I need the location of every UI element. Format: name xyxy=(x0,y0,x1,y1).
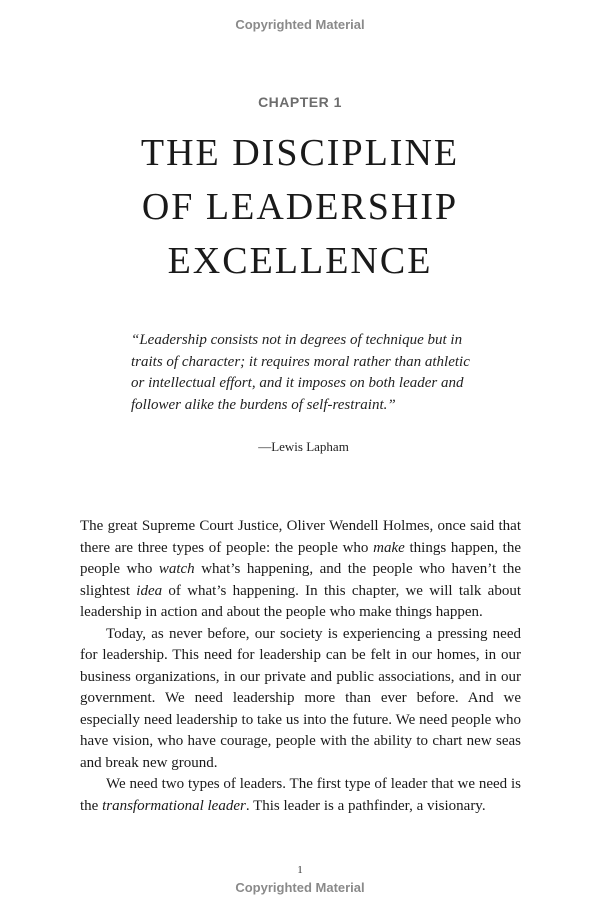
body-text xyxy=(80,516,521,817)
text-run: what’s happening, and the people who haven’t the slightest xyxy=(80,561,521,599)
chapter-title-line: THE DISCIPLINE xyxy=(140,132,460,174)
copyright-watermark-top: Copyrighted Material xyxy=(235,17,365,32)
emphasis: transformational leader xyxy=(102,797,246,814)
chapter-title-line: EXCELLENCE xyxy=(167,240,433,282)
text-run: We need two types of leaders. The first type of leader that we need is the xyxy=(80,776,521,814)
paragraph xyxy=(80,516,521,624)
chapter-label: CHAPTER 1 xyxy=(258,94,342,110)
text-run: things happen, the people who xyxy=(80,539,521,577)
paragraph xyxy=(80,774,521,817)
chapter-title xyxy=(0,126,600,288)
emphasis: make xyxy=(373,539,405,556)
text-run: . This leader is a pathfinder, a visionary. xyxy=(245,797,486,814)
text-run: The great Supreme Court Justice, Oliver Wendell Holmes, once said that there are three types of people: the people who xyxy=(80,518,521,556)
epigraph-attribution: —Lewis Lapham xyxy=(258,439,349,454)
page-number: 1 xyxy=(297,864,303,876)
emphasis: watch xyxy=(158,561,195,577)
epigraph-quote: “Leadership consists not in degrees of technique but in traits of character; it requires moral rather than athletic or intellectual effort, and it imposes on both leader and follower alike the burdens of self-restraint.” xyxy=(131,332,470,413)
chapter-title-line: OF LEADERSHIP xyxy=(141,186,459,228)
paragraph: Today, as never before, our society is experiencing a pressing need for leadership. This need for leadership can be felt in our homes, in our business organizations, in our private and public associations, and in our government. We need leadership more than ever before. And we especially need leadership to take us into the future. We need people who have vision, who have courage, people with the ability to chart new seas and break new ground. xyxy=(80,625,521,771)
text-run: of what’s happening. In this chapter, we will talk about leadership in action and about the people who make things happen. xyxy=(80,582,521,620)
emphasis: idea xyxy=(136,582,163,599)
copyright-watermark-bottom: Copyrighted Material xyxy=(235,880,365,895)
